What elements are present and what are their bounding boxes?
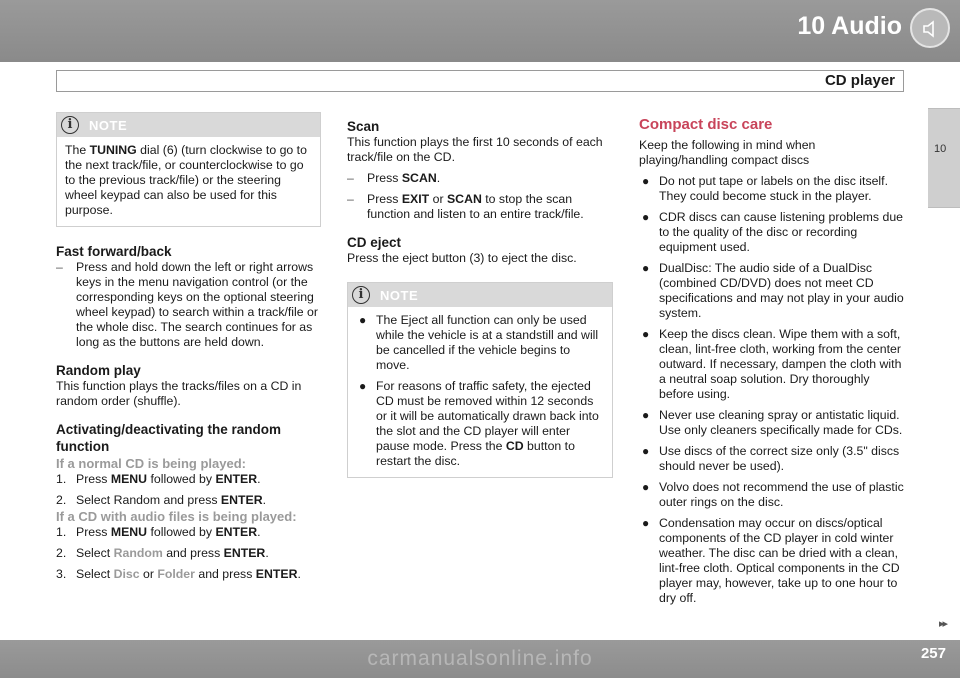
info-icon: i [352, 286, 370, 304]
list-item: – Press EXIT or SCAN to stop the scan function and listen to an entire track/file. [347, 192, 584, 221]
note-header [57, 113, 320, 137]
note-body [348, 307, 612, 477]
list-item: 1. Press MENU followed by ENTER. [56, 472, 261, 486]
list-item: ● Do not put tape or labels on the disc itself. They could become stuck in the player. [642, 174, 888, 203]
bullet-icon: ● [642, 408, 650, 422]
note-text: The TUNING dial (6) (turn clockwise to go to the next track/file, or counterclockwise to go to the previous track/file) or the steering wheel keypad can also be used for this purpose. [65, 143, 307, 217]
info-icon: i [61, 116, 79, 134]
note-label: NOTE [380, 288, 419, 303]
speaker-icon [921, 19, 941, 39]
heading-compact-disc-care: Compact disc care [639, 116, 773, 133]
note-header [348, 283, 612, 307]
random-play-text: This function plays the tracks/files on a CD in random order (shuffle). [56, 379, 302, 408]
note-label: NOTE [89, 118, 128, 133]
bullet-icon: ● [359, 379, 367, 393]
bullet-icon: ● [359, 313, 367, 327]
scan-text: This function plays the first 10 seconds of each track/file on the CD. [347, 135, 603, 164]
list-item: 3. Select Disc or Folder and press ENTER. [56, 567, 301, 581]
note-body [57, 137, 320, 226]
list-item: ● The Eject all function can only be used while the vehicle is at a standstill and will be cancelled if the vehicle begins to move. [359, 313, 599, 372]
heading-random-play: Random play [56, 363, 141, 378]
next-page-arrows: ▸▸ [938, 618, 946, 630]
bullet-icon: ● [642, 327, 650, 341]
list-item: 2. Select Random and press ENTER. [56, 546, 269, 560]
note-box-eject [347, 282, 613, 478]
list-item: ● Never use cleaning spray or antistatic liquid. Use only cleaners specifically made for CDs. [642, 408, 903, 437]
heading-fast-forward: Fast forward/back [56, 244, 172, 259]
footer-band [0, 640, 960, 678]
bullet-icon: ● [642, 480, 650, 494]
cd-eject-text: Press the eject button (3) to eject the disc. [347, 251, 577, 265]
heading-cd-eject: CD eject [347, 235, 402, 250]
list-item: – Press and hold down the left or right arrows keys in the menu navigation control (or the corresponding keys on the optional steering wheel keypad) to search within a track/file or the whole disc. The search continues for as long as the buttons are held down. [56, 260, 318, 349]
chapter-title: 10 Audio [797, 12, 902, 40]
bullet-icon: ● [642, 261, 650, 275]
list-item: ● CDR discs can cause listening problems due to the quality of the disc or recording equipment used. [642, 210, 904, 254]
heading-scan: Scan [347, 119, 380, 134]
bullet-icon: ● [642, 444, 650, 458]
chapter-side-tab[interactable] [928, 108, 960, 208]
column-middle [347, 112, 613, 478]
watermark: carmanualsonline.info [367, 647, 593, 670]
subheader-bar [56, 70, 904, 92]
list-item: 1. Press MENU followed by ENTER. [56, 525, 261, 539]
bullet-icon: ● [642, 210, 650, 224]
note-box-tuning [56, 112, 321, 227]
column-left [56, 112, 321, 582]
side-tab-label: 10 [934, 143, 947, 155]
list-item: ● For reasons of traffic safety, the ejected CD must be removed within 12 seconds or it will be automatically drawn back into the slot and the CD player will enter pause mode. Press the CD button to restart the disc. [359, 379, 599, 468]
section-title: CD player [824, 72, 895, 89]
column-right [639, 112, 905, 606]
list-item: – Press SCAN. [347, 171, 441, 185]
bullet-icon: ● [642, 516, 650, 530]
speaker-badge [910, 8, 950, 48]
list-item: ● Volvo does not recommend the use of plastic outer rings on the disc. [642, 480, 904, 509]
list-item: ● Keep the discs clean. Wipe them with a soft, clean, lint-free cloth, working from the center outward. If necessary, dampen the cloth with a neutral soap solution. Dry thoroughly before using. [642, 327, 902, 401]
subheading-audio-files: If a CD with audio files is being played: [56, 509, 297, 524]
list-item: ● Condensation may occur on discs/optical components of the CD player in cold winter weather. The disc can be dried with a clean, lint-free cloth. Optical components in the CD player may, however, take up to one hour to dry off. [642, 516, 900, 605]
list-item: 2. Select Random and press ENTER. [56, 493, 267, 507]
header-band [0, 0, 960, 62]
list-item: ● Use discs of the correct size only (3.5" discs should never be used). [642, 444, 900, 473]
care-intro: Keep the following in mind when playing/handling compact discs [639, 138, 816, 167]
list-item: ● DualDisc: The audio side of a DualDisc (combined CD/DVD) does not meet CD specifications and may not play in your audio system. [642, 261, 904, 320]
bullet-icon: ● [642, 174, 650, 188]
subheading-normal-cd: If a normal CD is being played: [56, 456, 246, 471]
page-number: 257 [920, 645, 946, 662]
heading-activating-random: Activating/deactivating the random function [56, 422, 282, 454]
